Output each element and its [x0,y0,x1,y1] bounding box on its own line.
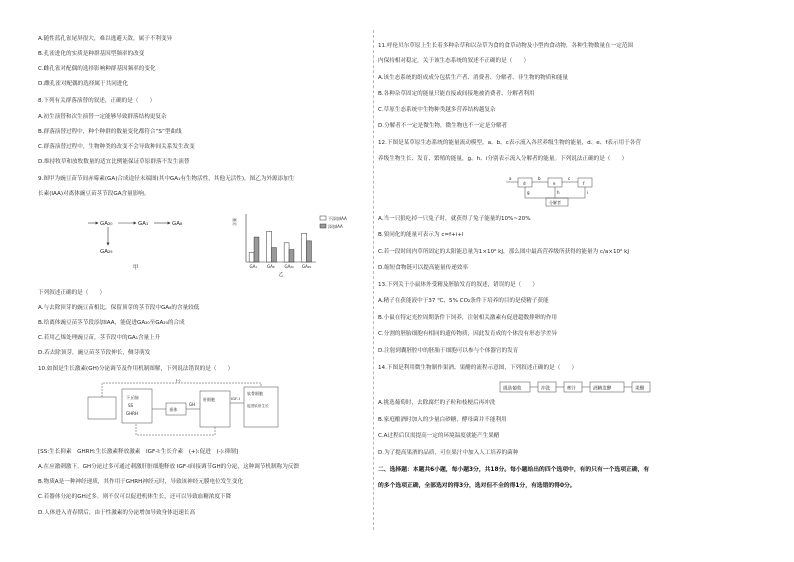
q14-option-a: A.挑选葡萄时，去除腐烂的子粒和枝梗后再冲洗 [378,400,496,406]
diag-i: i [587,190,589,195]
bar-3-series-1 [307,241,312,262]
q7-option-c: C.雌孔雀对配偶的选择影响种群基因频率的变化 [38,66,156,72]
q12-option-a: A.当一只狼吃掉一只兔子时，就获得了兔子能量的10%~20% [378,216,531,222]
q12-option-d: D.缩短食物链可以提高能量传递效率 [378,265,468,271]
diag-a: a [509,176,512,181]
q8-option-c: C.群落演替过程中，生物种类的改变不会导致种间关系发生改变 [38,144,195,150]
q7-option-d: D.雌孔雀对配偶的选择属于共同进化 [38,81,128,87]
q13-option-b: B.小鼠在特定光控周期条件下饲养，注射相关激素有促进超数排卵的作用 [378,315,558,321]
diag-c: c [568,176,571,181]
bar-0-series-1 [254,237,259,262]
legend-swatch-0 [320,216,326,220]
legend-swatch-1 [320,224,326,228]
q8-option-b: B.群落演替过程中，种个种群的数量变化都符合“S”型曲线 [38,129,182,135]
diag-d: d [523,181,526,186]
q9-stem-line2: 长素(IAA)对离体豌豆苗茎节段GA含量影响。 [38,191,150,197]
q12-energy-diagram [504,172,634,208]
diag-inhibit: (-) [176,379,181,383]
legend-label-1: 添加IAA [328,224,343,229]
chart-tick-0: GA₁ [249,264,257,269]
bar-2-series-1 [289,250,294,262]
flow-step-3: 榨汁 [567,386,577,392]
diag-pituitary: 垂体 [169,407,178,412]
q9-question: 下列叙述正确的是（ ） [38,290,106,296]
chart-tick-2: GA₂₀ [284,264,294,269]
flow-step-2: 冲洗 [541,386,551,392]
q14-flowchart [498,379,668,395]
bar-1-series-1 [272,248,277,262]
chart-tick-1: GA₈ [267,264,275,269]
q9-option-b: B.给离体豌豆苗茎节段添加IAA，能促进GA₂₀至GA₂₉的合成 [38,320,185,326]
pathway-ga1: GA₁ [138,221,149,227]
q10-option-c: C.若器体分泌的GH过多，则不仅可以促进机体生长，还可以导致血糖浓度下降 [38,494,232,500]
diag-growth: 促进软骨生长 [247,404,269,408]
q11-option-c: C.草原生态系统中生物种类越多营养结构越复杂 [378,107,496,113]
section2-heading-line1: 二、选择题：本题共6小题，每小题3分，共18分。每小题给出的四个选项中，有的只有一个选项正确，有 [378,467,650,473]
q12-option-c: C.若一段时间内草所固定的太阳能总量为1×10⁶ kJ，那么图中最高营养级所获得的能量为 c/a×10⁶ kJ [378,249,630,255]
q14-option-c: C.A过程后仅需提高一定的环境温度就能产生果醋 [378,433,500,439]
bar-1-series-0 [267,231,272,262]
q8-option-d: D.维持牧草和放牧数量的适宜比例能保证草原群落不发生演替 [38,159,190,165]
q10-legend: [SS:生长抑素 GHRH:生长激素释放激素 IGF-I:生长介素 (+):促进 (-):抑制] [38,449,239,455]
q13-stem: 13.下列关于小鼠体外受精及胚胎发育的叙述，错误的是（ ） [378,282,538,288]
q11-option-b: B.各种杂草固定的能量只能直接或间接地被消费者、分解者利用 [378,91,535,97]
diag-h: h [557,190,560,195]
diag-decomposer: 分解者 [549,200,561,205]
q11-option-d: D.分解者不一定是微生物，微生物也不一定是分解者 [378,123,508,129]
q13-option-c: C.分割的胚胎细胞有相同的遗传物质，因此发育成的个体没有形态学差异 [378,331,558,337]
q9-option-d: D.若去除顶芽，豌豆苗茎节段伸长，侧芽萌发 [38,350,151,356]
q7-option-a: A.随性蓝孔雀尾屏很大，难以逃避天敌，属于不利变异 [38,36,173,42]
q7-option-b: B.孔雀进化的实质是种群基因型频率的改变 [38,51,145,57]
diag-g: g [527,190,530,195]
q11-stem-line1: 11.呼伦贝尔草原上生长着多种杂草和以杂草为食的食草动物及小型肉食动物，各种生物数量在一定范围 [378,43,634,49]
q10-stem: 10.如图是生长激素(GH)分泌调节及作用机制图解，下列说法错误的是（ ） [38,366,234,372]
diag-f: f [583,181,585,186]
chart-x-label: 乙 [278,272,284,278]
flow-step-1: 挑选葡萄 [503,386,522,392]
q10-gh-diagram [86,379,316,441]
q13-option-d: D.注射到囊胚腔中的胚胎干细胞可以参与个体器官的发育 [378,348,519,354]
q11-stem-line2: 内保持相对稳定，关于该生态系统的叙述不正确的是（ ） [378,58,530,64]
flow-step-4: 酒精发酵 [593,386,612,392]
diag-gh: GH [189,402,196,407]
diag-e: e [553,181,556,186]
pathway-label: 甲 [133,265,139,271]
diag-hypothalamus: 下丘脑 [126,395,139,400]
chart-y-label: 含量 [232,218,237,226]
bar-0-series-0 [249,252,254,262]
diag-liver: 肝细胞 [203,397,215,402]
section2-heading-line2: 的多个选项正确，全部选对的得3分，选对但不全的得1分，有选错的得0分。 [378,483,576,489]
q8-option-a: A.初生演替和次生演替一定能够导致群落结构更复杂 [38,114,167,120]
chart-tick-3: GA₂₉ [302,264,312,269]
q14-stem: 14.下图是利用微生物制作果酒、果醋的流程示意图，下列叙述正确的是（ ） [378,365,578,371]
q12-stem-line1: 12.下图是某草原生态系统的能量流动模型。a、b、c表示流入各营养级生物的能量，d、e、f表示用于各营 [378,140,641,146]
q9-pathway-figure [78,211,198,273]
pathway-ga8: GA₈ [172,221,183,227]
q9-option-c: C.若用乙烯处理豌豆苗，茎节段中的GA₁含量上升 [38,335,161,341]
bar-2-series-0 [284,243,289,262]
q10-option-b: B.物质A是一种神经递质，其作用于GHRH神经元时，导致该神经元膜电位发生变化 [38,479,244,485]
diag-ghrh: GHRH [126,411,138,416]
diag-cartilage: 软骨细胞 [247,391,263,396]
q11-option-a: A.该生态系统的组成成分包括生产者、消费者、分解者、非生物的物质和能量 [378,75,569,81]
q8-stem: 8.下列有关群落演替的叙述，正确的是（ ） [38,98,156,104]
q10-option-a: A.在应激刺激下，GH分泌过多可通过刺激肝脏细胞释放 IGF-I间接调节GH的分泌，这种调节机制称为反馈 [38,464,299,470]
pathway-ga20: GA₂₀ [100,221,113,227]
pathway-ga29: GA₂₉ [100,249,113,255]
q10-option-d: D.人体进入青春期后，由于性激素的分泌增加导致身体迅速长高 [38,510,196,516]
q9-bar-chart [206,206,356,278]
diag-igf: IGF-I [231,396,240,401]
q12-option-b: B.狼同化的能量可表示为 c=f+i+l [378,232,464,238]
diag-b: b [538,176,541,181]
column-divider [373,30,374,530]
flow-step-5: 果醋 [635,386,645,392]
q9-option-a: A.与去除顶芽的豌豆苗相比，保留顶芽的茎节段中GA₈的含量较低 [38,305,200,311]
q9-stem-line1: 9.图甲为豌豆苗节间赤霉素(GA)合成途径末端图(其中GA₁有生物活性，其他无活性)，图乙为外源添加生 [38,176,295,182]
legend-label-0: 不添加IAA [328,216,347,221]
diag-ss: SS [128,403,134,408]
q14-option-d: D.为了提高果酒的品质，可在果汁中加入人工培养的菌种 [378,450,519,456]
q12-stem-line2: 养级生物生长、发育、繁殖的能量，g、h、i分别表示流入分解者的能量。下列说法正确的是（ ） [378,156,628,162]
q13-option-a: A.精子在获能液中于37 ℃、5% CO₂条件下培养的目的是使精子获能 [378,298,549,304]
q14-option-b: B.家庭酿酒时加入的少量白砂糖，酵母菌并不能利用 [378,417,507,423]
bar-3-series-0 [302,233,307,262]
